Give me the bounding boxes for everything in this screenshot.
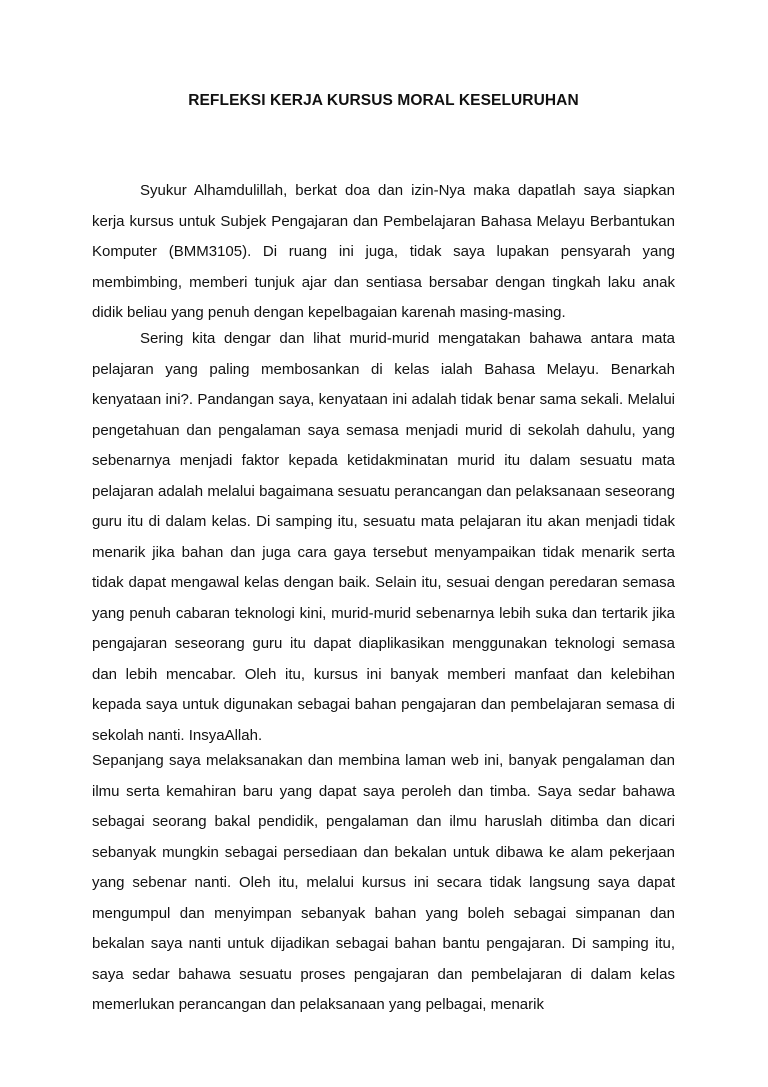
paragraph-reflection: Sering kita dengar dan lihat murid-murid mengatakan bahawa antara mata pelajaran yang paling membosankan di kelas ialah Bahasa Melayu. Benarkah kenyataan ini?. Pandangan saya, kenyataan ini adalah tidak benar sama sekali. Melalui pengetahuan dan pengalaman saya semasa menjadi murid di sekolah dahulu, yang sebenarnya menjadi faktor kepada ketidakminatan murid itu dalam sesuatu mata pelajaran adalah melalui bagaimana sesuatu perancangan dan pelaksanaan seseorang guru itu di dalam kelas. Di samping itu, sesuatu mata pelajaran itu akan menjadi tidak menarik jika bahan dan juga cara gaya tersebut menyampaikan tidak menarik serta tidak dapat mengawal kelas dengan baik. Selain itu, sesuai dengan peredaran semasa yang penuh cabaran teknologi kini, murid-murid sebenarnya lebih suka dan tertarik jika pengajaran seseorang guru itu dapat diaplikasikan menggunakan teknologi semasa dan lebih mencabar. Oleh itu, kursus ini banyak memberi manfaat dan kelebihan kepada saya untuk digunakan sebagai bahan pengajaran dan pembelajaran semasa di sekolah nanti. InsyaAllah.	[92, 330, 675, 744]
paragraph-experience: Sepanjang saya melaksanakan dan membina laman web ini, banyak pengalaman dan ilmu serta kemahiran baru yang dapat saya peroleh dan timba. Saya sedar bahawa sebagai seorang bakal pendidik, pengalaman dan ilmu haruslah ditimba dan dicari sebanyak mungkin sebagai persediaan dan bekalan untuk dibawa ke alam pekerjaan yang sebenar nanti. Oleh itu, melalui kursus ini secara tidak langsung saya dapat mengumpul dan menyimpan sebanyak bahan yang boleh sebagai simpanan dan bekalan saya nanti untuk dijadikan sebagai bahan bantu pengajaran. Di samping itu, saya sedar bahawa sesuatu proses pengajaran dan pembelajaran di dalam kelas memerlukan perancangan dan pelaksanaan yang pelbagai, menarik	[92, 752, 675, 1013]
page-title: REFLEKSI KERJA KURSUS MORAL KESELURUHAN	[188, 92, 579, 109]
paragraph-acknowledgement: Syukur Alhamdulillah, berkat doa dan izin-Nya maka dapatlah saya siapkan kerja kursus untuk Subjek Pengajaran dan Pembelajaran Bahasa Melayu Berbantukan Komputer (BMM3105). Di ruang ini juga, tidak saya lupakan pensyarah yang membimbing, memberi tunjuk ajar dan sentiasa bersabar dengan tingkah laku anak didik beliau yang penuh dengan kepelbagaian karenah masing-masing.	[92, 182, 675, 321]
